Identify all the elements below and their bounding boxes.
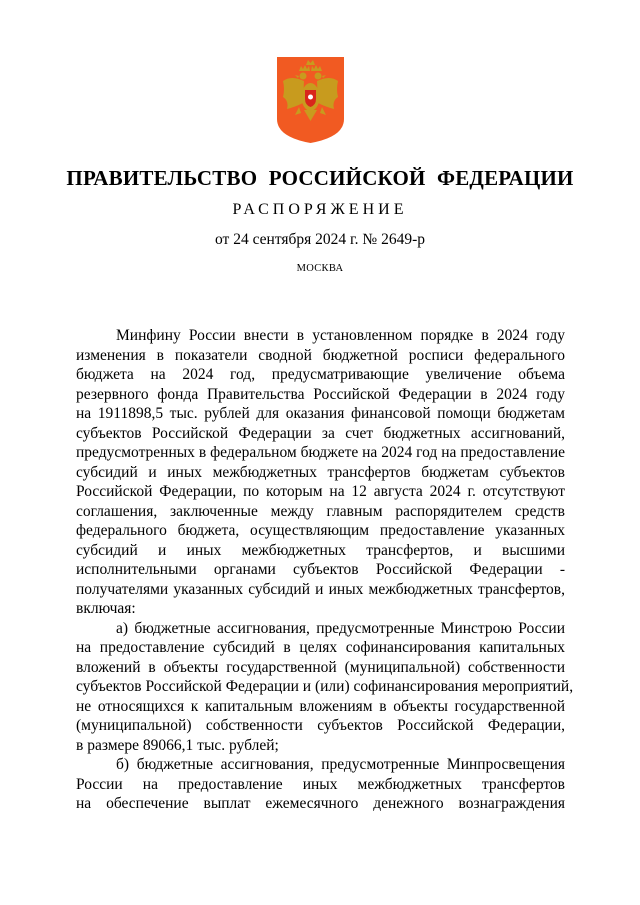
body-line: на обеспечение выплат ежемесячного денежного вознаграждения: [76, 795, 565, 812]
coat-of-arms-icon: [277, 57, 344, 143]
document-date-number: от 24 сентября 2024 г. № 2649-р: [215, 231, 425, 248]
government-title: ПРАВИТЕЛЬСТВО РОССИЙСКОЙ ФЕДЕРАЦИИ: [66, 166, 574, 190]
body-line: субсидий и иных межбюджетных трансфертов бюджетам субъектов: [76, 463, 565, 481]
document-body: [76, 326, 574, 814]
body-line: а) бюджетные ассигнования, предусмотренные Минстрою России: [116, 619, 565, 637]
body-line: соглашения, заключенные между главным распорядителем средств: [76, 502, 565, 520]
document-city: МОСКВА: [296, 263, 344, 274]
body-line: Российской Федерации, по которым на 12 августа 2024 г. отсутствуют: [76, 483, 565, 500]
body-line: вложений в объекты государственной (муниципальной) собственности: [76, 658, 565, 676]
body-line: на 1911898,5 тыс. рублей для оказания финансовой помощи бюджетам: [76, 405, 565, 422]
body-line: изменения в показатели сводной бюджетной росписи федерального: [76, 346, 565, 364]
body-line: не относящихся к капитальным вложениям в объекты государственной: [76, 697, 565, 715]
body-line: резервного фонда Правительства Российской Федерации в 2024 году: [76, 385, 565, 403]
body-line: субъектов Российской Федерации и (или) софинансирования мероприятий,: [76, 678, 574, 695]
body-line: субъектов Российской Федерации за счет бюджетных ассигнований,: [76, 424, 565, 442]
body-line: в размере 89066,1 тыс. рублей;: [76, 736, 279, 754]
body-line: (муниципальной) собственности субъектов Российской Федерации,: [76, 717, 565, 734]
body-line: исполнительными органами субъектов Российской Федерации -: [76, 561, 565, 578]
body-line: на предоставление субсидий в целях софинансирования капитальных: [76, 639, 565, 656]
body-line: субсидий и иных межбюджетных трансфертов, и высшими: [76, 541, 565, 559]
body-line: федерального бюджета, осуществляющим предоставление указанных: [76, 522, 565, 539]
body-line: б) бюджетные ассигнования, предусмотренные Минпросвещения: [116, 756, 565, 773]
body-line: получателями указанных субсидий и иных межбюджетных трансфертов,: [76, 580, 565, 598]
body-line: Минфину России внести в установленном порядке в 2024 году: [116, 327, 565, 344]
body-line: предусмотренных в федеральном бюджете на 2024 год на предоставление: [76, 444, 565, 461]
document-type: РАСПОРЯЖЕНИЕ: [232, 201, 408, 218]
body-line: бюджета на 2024 год, предусматривающие увеличение объема: [76, 366, 565, 383]
body-line: включая:: [76, 600, 136, 617]
body-line: России на предоставление иных межбюджетных трансфертов: [76, 775, 565, 793]
